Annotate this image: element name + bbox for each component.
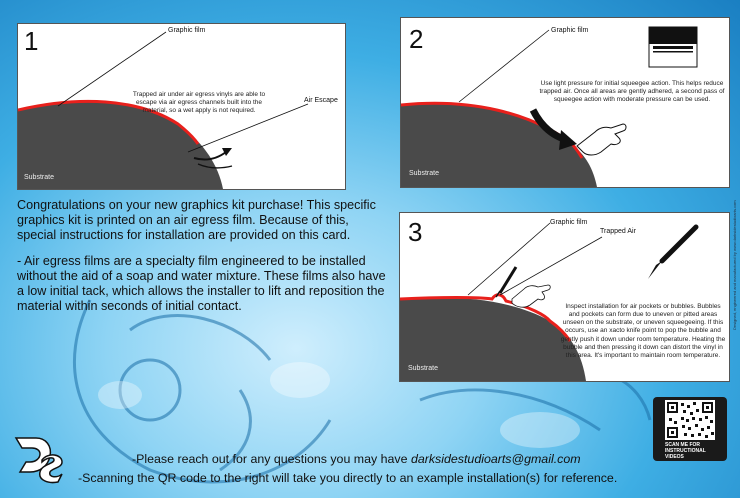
intro-text xyxy=(17,198,387,325)
graphic-film-label: Graphic film xyxy=(168,27,206,34)
squeegee-icon xyxy=(649,27,697,67)
contact-line xyxy=(132,452,581,466)
darkside-logo xyxy=(12,432,68,484)
step-number: 2 xyxy=(409,24,424,54)
air-escape-label: Air Escape xyxy=(304,97,338,104)
hand-icon xyxy=(512,285,550,307)
graphic-film-label: Graphic film xyxy=(550,219,588,226)
contact-text: -Please reach out for any questions you may have xyxy=(132,452,411,466)
qr-code-box[interactable] xyxy=(653,397,727,461)
step-1-panel xyxy=(17,23,346,190)
step-number: 3 xyxy=(408,217,423,247)
xacto-knife-icon xyxy=(496,267,516,297)
step-3-panel xyxy=(399,212,730,382)
side-credit: Designed, engineered and manufactured by www.darksidestudioarts.com xyxy=(732,200,737,330)
step-1-text: Trapped air under air egress vinyls are able to escape via air egress channels built into the material, so a wet apply is not required. xyxy=(132,91,266,115)
intro-paragraph-1: Congratulations on your new graphics kit purchase! This specific graphics kit is printed on an air egress film. Because of this, special instructions for installation are provided on this card. xyxy=(17,198,376,242)
qr-caption: SCAN ME FOR INSTRUCTIONAL VIDEOS xyxy=(665,442,706,460)
substrate-label: Substrate xyxy=(408,365,438,372)
graphic-film-label: Graphic film xyxy=(551,27,589,34)
step-3-text: Inspect installation for air pockets or bubbles. Bubbles and pockets can form due to uneven or pitted areas unseen on the substrate, or uneven squeegeeing. If this occurs, use an xacto knife point to pop the bubble and gently push it down under room temperature. Heating the bubble and then pressing it down can distort the vinyl in this area. It's important to maintain room temperature. xyxy=(560,303,726,359)
step-2-panel xyxy=(400,17,730,188)
hand-icon xyxy=(577,124,626,155)
qr-instruction-line: -Scanning the QR code to the right will take you directly to an example installation(s) for reference. xyxy=(78,471,618,485)
substrate-label: Substrate xyxy=(24,174,54,181)
trapped-air-label: Trapped Air xyxy=(600,228,636,235)
email-link[interactable]: darksidestudioarts@gmail.com xyxy=(410,452,581,466)
step-number: 1 xyxy=(24,26,39,56)
scalpel-icon xyxy=(648,227,696,279)
step-2-text: Use light pressure for initial squeegee action. This helps reduce trapped air. Once all areas are gently adhered, a second pass of squeegee action with moderate pressure can be used. xyxy=(539,80,725,104)
qr-code-icon xyxy=(665,400,715,440)
intro-paragraph-2: - Air egress films are a specialty film engineered to be installed without the aid of a soap and water mixture. These films also have a low initial tack, which allows the installer to lift and reposition the material within seconds of initial contact. xyxy=(17,254,386,313)
substrate-label: Substrate xyxy=(409,170,439,177)
